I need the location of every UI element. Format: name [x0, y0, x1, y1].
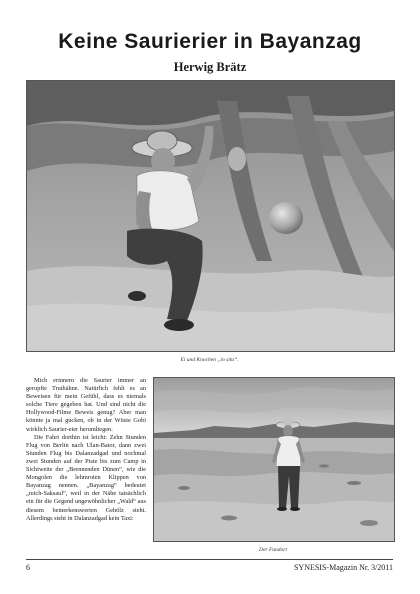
photo-caption: Der Fundort — [259, 547, 287, 553]
photo-caption: Ei und Knochen „in situ“. — [180, 357, 239, 363]
footer-divider — [26, 559, 393, 560]
photo-egg-in-situ — [26, 80, 395, 352]
photo-site — [153, 377, 395, 542]
body-paragraph: Die Fahrt dorthin ist leicht: Zehn Stunden Flug von Berlin nach Ulan-Bator, dann zwei Stunden Flug bis Dalanzadgad und nochmal zwei Stunden auf der Piste bis zum Camp in Sichtweite der „Brennenden Dünen“, wie die Mongolen die lehmroten Klippen von Bayanzag nennen. „Bayanzag“ bedeutet „reich-Saksaul“, weil in der Nähe tatsächlich ein für die Gegend ungewöhnlicher „Wald“ aus diesem bemerkenswerten Gehölz steht. Allerdings steht in Dalanzadgad kein Taxi: — [26, 433, 146, 522]
article-author: Herwig Brätz — [173, 60, 247, 74]
magazine-issue: SYNESIS-Magazin Nr. 3/2011 — [293, 563, 393, 572]
article-title: Keine Saurierier in Bayanzag — [58, 30, 362, 53]
body-paragraph: Mich erinnern die Saurier immer an gerupfte Truthähne. Natürlich fehlt es an Beweisen für mein Gefühl, dass es niemals solche Tiere gegeben hat. Und sind nicht die Hollywood-Filme Beweis genug? Aber man könnte ja mal gucken, ob in der Wüste Gobi wirklich Saurier-eier herumliegen. — [26, 377, 146, 433]
page-number: 6 — [26, 563, 30, 572]
article-body — [26, 377, 146, 523]
